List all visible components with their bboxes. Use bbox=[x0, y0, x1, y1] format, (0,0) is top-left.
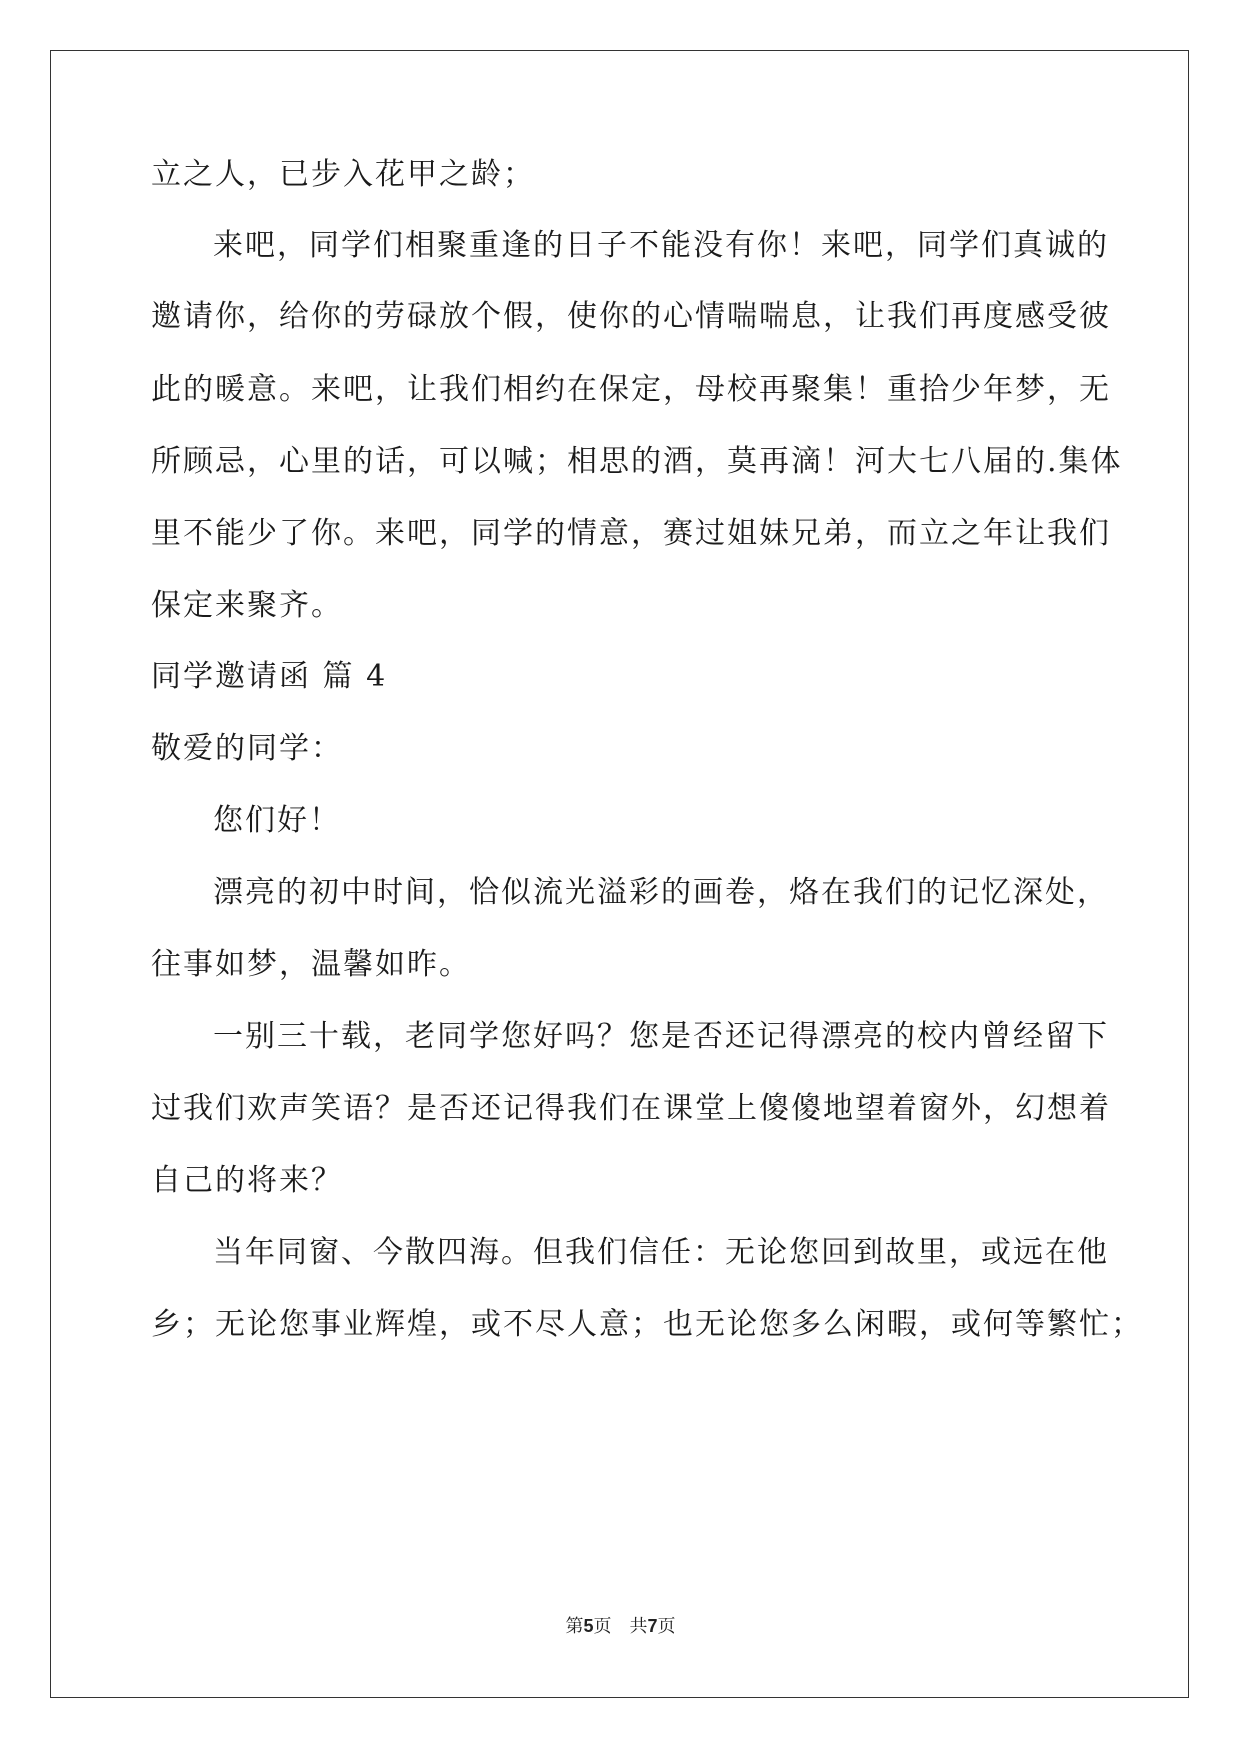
text-line: 一别三十载，老同学您好吗？您是否还记得漂亮的校内曾经留下 bbox=[213, 1019, 1109, 1054]
text-line: 此的暖意。来吧，让我们相约在保定，母校再聚集！重拾少年梦，无 bbox=[151, 372, 1111, 407]
text-line: 乡；无论您事业辉煌，或不尽人意；也无论您多么闲暇，或何等繁忙； bbox=[151, 1307, 1143, 1342]
text-line: 当年同窗、今散四海。但我们信任：无论您回到故里，或远在他 bbox=[213, 1235, 1109, 1270]
total-page-count: 7 bbox=[647, 1616, 658, 1636]
current-page-number: 5 bbox=[583, 1616, 594, 1636]
footer-suffix: 页 bbox=[657, 1616, 676, 1637]
text-line: 漂亮的初中时间，恰似流光溢彩的画卷，烙在我们的记忆深处， bbox=[213, 875, 1109, 910]
text-line: 过我们欢声笑语？是否还记得我们在课堂上傻傻地望着窗外，幻想着 bbox=[151, 1091, 1111, 1126]
salutation: 敬爱的同学： bbox=[151, 731, 343, 766]
footer-prefix: 第 bbox=[565, 1616, 584, 1637]
page-number-footer bbox=[0, 1612, 1241, 1638]
greeting: 您们好！ bbox=[213, 803, 341, 838]
text-line: 保定来聚齐。 bbox=[151, 588, 343, 623]
text-line: 往事如梦，温馨如昨。 bbox=[151, 947, 471, 982]
text-line: 立之人，已步入花甲之龄； bbox=[151, 157, 535, 192]
section-heading: 同学邀请函 篇 4 bbox=[151, 659, 388, 694]
footer-mid: 页 共 bbox=[593, 1616, 648, 1637]
text-line: 来吧，同学们相聚重逢的日子不能没有你！来吧，同学们真诚的 bbox=[213, 228, 1109, 263]
text-line: 所顾忌，心里的话，可以喊；相思的酒，莫再滴！河大七八届的.集体 bbox=[151, 444, 1123, 479]
page-border bbox=[50, 50, 1189, 1698]
text-line: 自己的将来？ bbox=[151, 1163, 343, 1198]
text-line: 里不能少了你。来吧，同学的情意，赛过姐妹兄弟，而立之年让我们 bbox=[151, 516, 1111, 551]
text-line: 邀请你，给你的劳碌放个假，使你的心情喘喘息，让我们再度感受彼 bbox=[151, 299, 1111, 334]
